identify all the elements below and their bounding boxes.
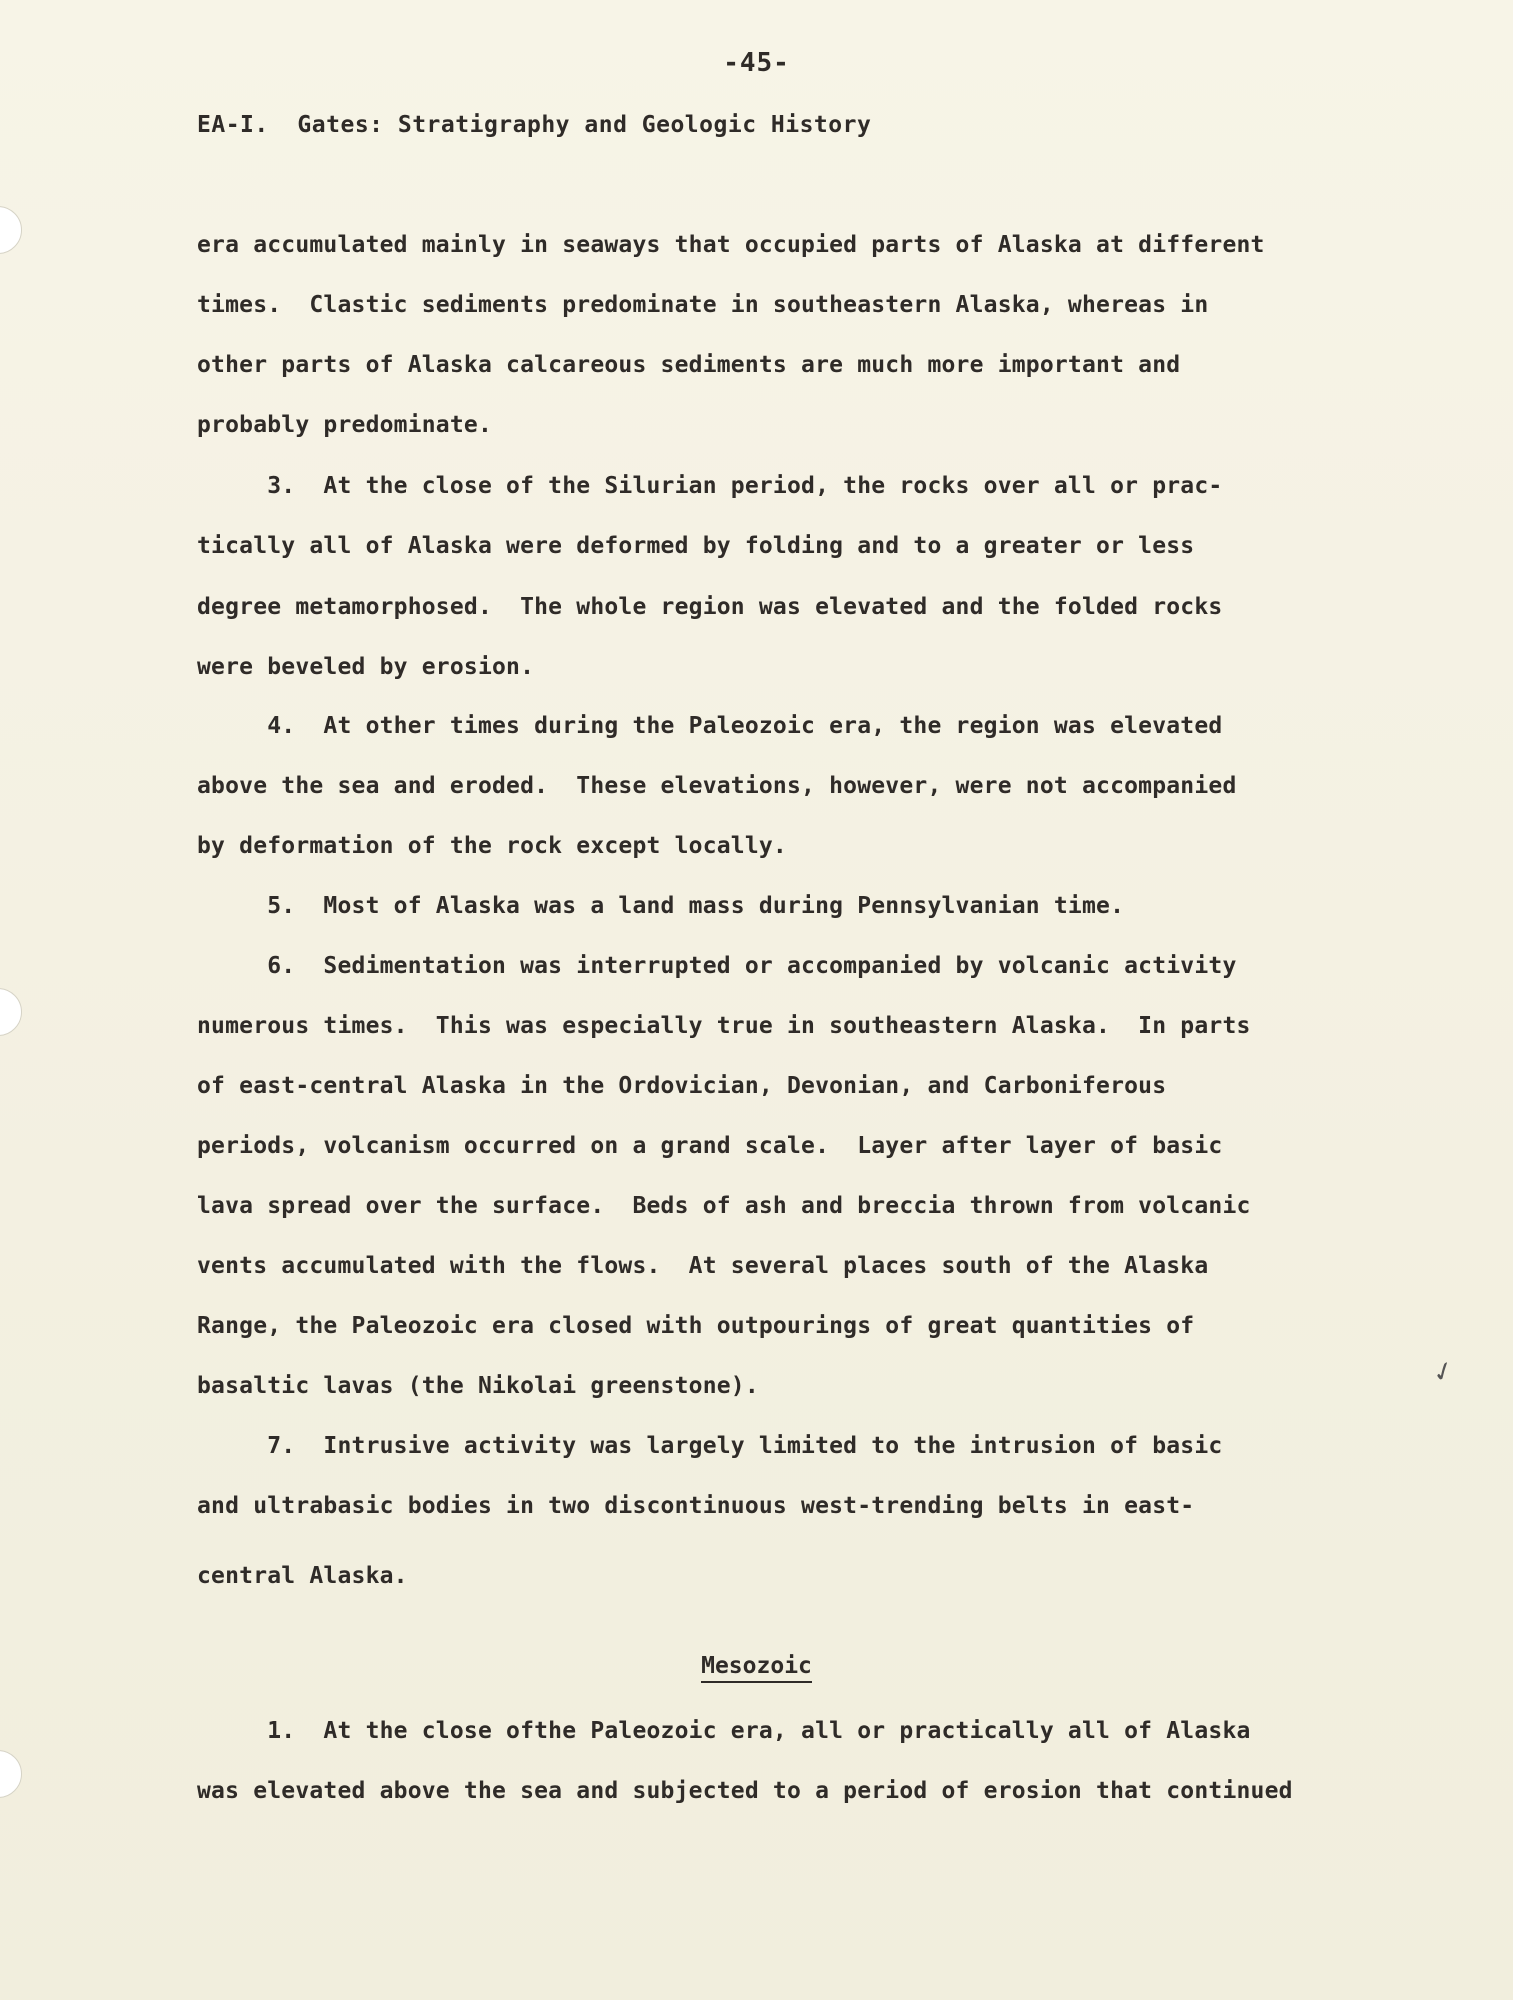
body-line: above the sea and eroded. These elevations, however, were not accompanied [197,773,1237,799]
page-number: -45- [723,48,790,78]
body-line: era accumulated mainly in seaways that occupied parts of Alaska at different [197,232,1265,258]
body-line: 1. At the close ofthe Paleozoic era, all or practically all of Alaska [197,1718,1251,1744]
body-line: were beveled by erosion. [197,654,535,680]
body-line: of east-central Alaska in the Ordovician, Devonian, and Carboniferous [197,1073,1167,1099]
body-line: other parts of Alaska calcareous sediments are much more important and [197,352,1181,378]
body-line: 4. At other times during the Paleozoic era, the region was elevated [197,713,1223,739]
body-line: vents accumulated with the flows. At several places south of the Alaska [197,1253,1209,1279]
body-line: by deformation of the rock except locally. [197,833,787,859]
body-line: was elevated above the sea and subjected to a period of erosion that continued [197,1778,1293,1804]
body-line: lava spread over the surface. Beds of ash and breccia thrown from volcanic [197,1193,1251,1219]
body-line: central Alaska. [197,1563,408,1589]
body-line: basaltic lavas (the Nikolai greenstone). [197,1373,759,1399]
body-line: 5. Most of Alaska was a land mass during Pennsylvanian time. [197,893,1125,919]
body-line: tically all of Alaska were deformed by folding and to a greater or less [197,533,1195,559]
body-line: degree metamorphosed. The whole region was elevated and the folded rocks [197,594,1223,620]
margin-check-mark: ✓ [1428,1351,1458,1392]
punch-hole-bottom [0,1750,22,1798]
punch-hole-middle [0,988,22,1036]
body-line: numerous times. This was especially true in southeastern Alaska. In parts [197,1013,1251,1039]
body-line: times. Clastic sediments predominate in southeastern Alaska, whereas in [197,292,1209,318]
punch-hole-top [0,206,22,254]
section-heading-text: Mesozoic [701,1653,812,1683]
body-line: and ultrabasic bodies in two discontinuous west-trending belts in east- [197,1493,1195,1519]
running-header: EA-I. Gates: Stratigraphy and Geologic History [197,112,872,138]
body-line: Range, the Paleozoic era closed with outpourings of great quantities of [197,1313,1195,1339]
body-line: periods, volcanism occurred on a grand scale. Layer after layer of basic [197,1133,1223,1159]
section-heading [0,1653,1513,1679]
body-line: 6. Sedimentation was interrupted or accompanied by volcanic activity [197,953,1237,979]
body-line: 7. Intrusive activity was largely limited to the intrusion of basic [197,1433,1223,1459]
body-line: probably predominate. [197,412,492,438]
body-line: 3. At the close of the Silurian period, the rocks over all or prac- [197,473,1223,499]
